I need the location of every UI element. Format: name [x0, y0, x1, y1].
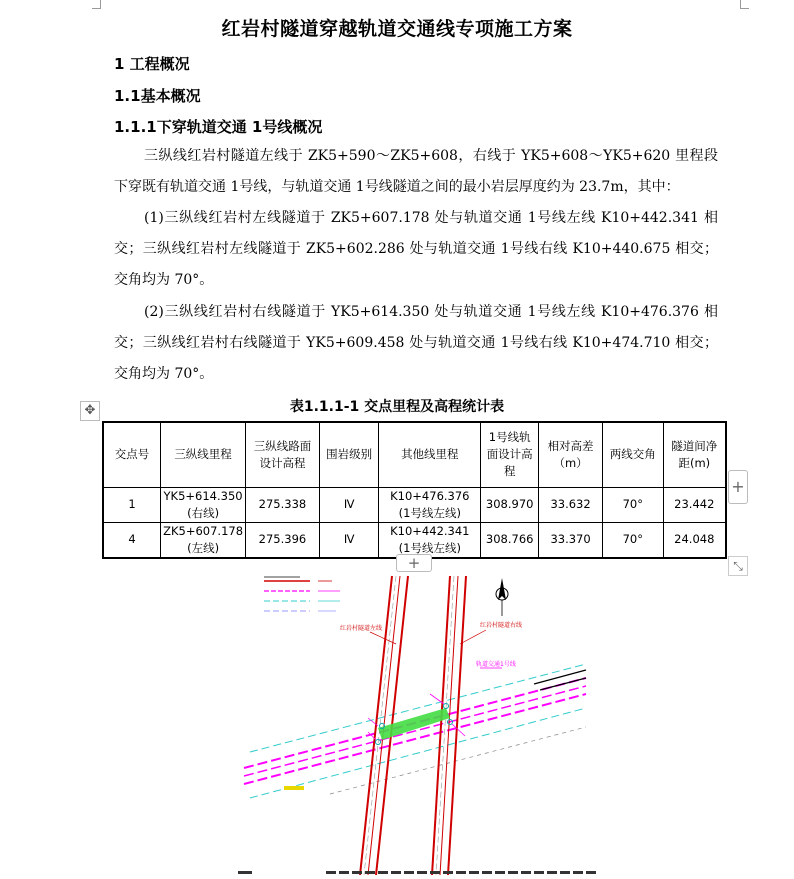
paragraph-left-line: (1)三纵线红岩村左线隧道于 ZK5+607.178 处与轨道交通 1号线左线 K10+442.341 相交；三纵线红岩村左线隧道于 ZK5+602.286 处与轨道交通 1号线右线 K10+440.675 相交；交角均为 70°。 [114, 210, 718, 288]
paragraph-overview: 三纵线红岩村隧道左线于 ZK5+590～ZK5+608，右线于 YK5+608～YK5+620 里程段下穿既有轨道交通 1号线，与轨道交通 1号线隧道之间的最小岩层厚度约为 23.7m，其中： [114, 148, 718, 195]
expand-icon: ⤡ [733, 559, 743, 573]
heading-1-1-1: 1.1.1下穿轨道交通 1号线概况 [114, 118, 323, 136]
table-resize-handle[interactable] [728, 556, 748, 576]
cell-other-line: (1号线左线) [398, 540, 461, 555]
cell-angle: 70° [602, 522, 663, 558]
cell-clearance: 24.048 [663, 522, 726, 558]
header-cell: 三纵线路面设计高程 [246, 422, 320, 487]
document-title: 红岩村隧道穿越轨道交通线专项施工方案 [221, 18, 573, 40]
heading-1-1: 1.1基本概况 [114, 87, 201, 105]
header-cell: 两线交角 [602, 422, 663, 487]
cell-mileage-line: (左线) [187, 540, 220, 555]
cell-other-value: K10+476.376 [390, 488, 470, 503]
cell-other-line: (1号线左线) [398, 505, 461, 520]
yellow-marker [284, 786, 304, 790]
header-cell: 相对高差（m） [539, 422, 603, 487]
cell-other-value: K10+442.341 [390, 523, 470, 538]
plan-figure [240, 572, 600, 879]
cell-mileage [161, 522, 246, 558]
cell-height-diff: 33.370 [539, 522, 603, 558]
paragraph-right-line: (2)三纵线红岩村右线隧道于 YK5+614.350 处与轨道交通 1号线左线 K10+476.376 相交；三纵线红岩村右线隧道于 YK5+609.458 处与轨道交通 1号线右线 K10+474.710 相交；交角均为 70°。 [114, 304, 718, 382]
label-left-tunnel: 红岩村隧道左线 [340, 625, 383, 632]
figure-caption-cutoff [238, 870, 598, 875]
cell-angle: 70° [602, 487, 663, 522]
cell-rail-elevation: 308.970 [481, 487, 539, 522]
cell-clearance: 23.442 [663, 487, 726, 522]
cell-no: 4 [103, 522, 161, 558]
label-right-tunnel: 红岩村隧道右线 [480, 622, 523, 629]
header-cell: 1号线轨面设计高程 [481, 422, 539, 487]
table-header-row [103, 422, 726, 487]
cell-mileage-line: (右线) [187, 505, 220, 520]
cell-mileage-value: ZK5+607.178 [163, 523, 244, 538]
header-cell: 隧道间净距(m) [663, 422, 726, 487]
cell-mileage-value: YK5+614.350 [163, 488, 243, 503]
heading-1: 1 工程概况 [114, 55, 190, 73]
cell-elevation: 275.396 [246, 522, 320, 558]
table-row [103, 487, 726, 522]
cell-elevation: 275.338 [246, 487, 320, 522]
cell-rock-grade: Ⅳ [319, 522, 379, 558]
intersection-table [102, 421, 727, 559]
cell-other-mileage [379, 522, 481, 558]
cell-rail-elevation: 308.766 [481, 522, 539, 558]
header-cell: 围岩级别 [319, 422, 379, 487]
move-icon: ✥ [84, 403, 96, 418]
plan-drawing [240, 572, 600, 875]
label-metro: 轨道交通1号线 [476, 661, 516, 668]
add-column-button[interactable]: + [728, 470, 748, 504]
table-row [103, 522, 726, 558]
table-caption: 表1.1.1-1 交点里程及高程统计表 [289, 399, 505, 415]
page-corner-right [740, 0, 749, 9]
header-cell: 其他线里程 [379, 422, 481, 487]
cell-rock-grade: Ⅳ [319, 487, 379, 522]
header-cell: 交点号 [103, 422, 161, 487]
cell-mileage [161, 487, 246, 522]
header-cell: 三纵线里程 [161, 422, 246, 487]
cell-other-mileage [379, 487, 481, 522]
page-corner-left [92, 0, 101, 9]
add-row-button[interactable]: + [396, 554, 432, 572]
cell-height-diff: 33.632 [539, 487, 603, 522]
cell-no: 1 [103, 487, 161, 522]
